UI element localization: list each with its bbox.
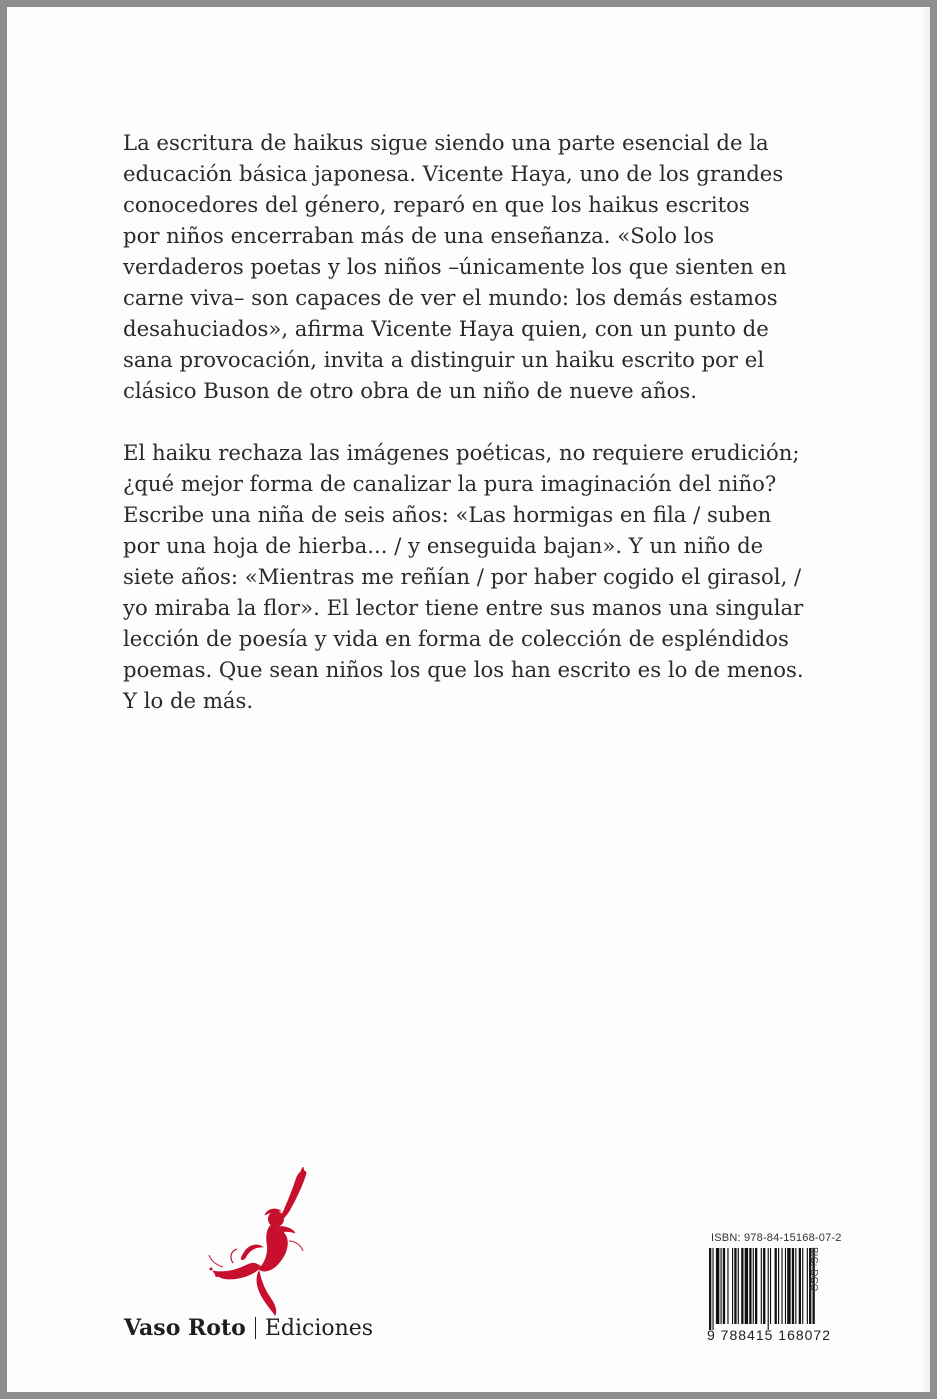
blurb-line: carne viva– son capaces de ver el mundo: los demás estamos [123, 285, 778, 310]
blurb-line: La escritura de haikus sigue siendo una parte esencial de la [123, 130, 769, 155]
barcode-bar [785, 1248, 786, 1324]
barcode-bar [778, 1248, 779, 1324]
barcode-bar [770, 1248, 771, 1324]
blurb-paragraph-2 [123, 437, 843, 716]
barcode-bar [738, 1248, 739, 1324]
blurb-line: poemas. Que sean niños los que los han escrito es lo de menos. [123, 657, 804, 682]
barcode-bar [712, 1248, 713, 1330]
barcode-bar [761, 1248, 762, 1324]
blurb-line: siete años: «Mientras me reñían / por haber cogido el girasol, / [123, 564, 802, 589]
publisher-name-regular: Ediciones [264, 1316, 374, 1341]
blurb-line: desahuciados», afirma Vicente Haya quien, con un punto de [123, 316, 769, 341]
barcode-bar [721, 1248, 722, 1324]
blurb-line: por niños encerraban más de una enseñanza. «Solo los [123, 223, 715, 248]
barcode-bar [755, 1248, 757, 1324]
barcode-bar [723, 1248, 725, 1324]
barcode-bar [799, 1248, 801, 1324]
blurb-line: yo miraba la flor». El lector tiene entre sus manos una singular [123, 595, 804, 620]
barcode-bars [707, 1248, 819, 1330]
publisher-name [124, 1315, 373, 1341]
blurb-line: clásico Buson de otro obra de un niño de nueve años. [123, 378, 698, 403]
blurb-line: educación básica japonesa. Vicente Haya, uno de los grandes [123, 161, 784, 186]
blurb-line: por una hoja de hierba... / y enseguida bajan». Y un niño de [123, 533, 764, 558]
publisher-name-divider [255, 1317, 256, 1339]
barcode-bar [792, 1248, 794, 1324]
blurb-line: verdaderos poetas y los niños –únicamente los que sienten en [123, 254, 787, 279]
barcode-bar [727, 1248, 728, 1324]
barcode-bar [802, 1248, 803, 1324]
barcode-bar [709, 1248, 711, 1330]
red-dancer-figure-icon [205, 1167, 320, 1317]
barcode-bar [775, 1248, 777, 1324]
bic-label: BIC: DCQ [808, 1247, 819, 1292]
blurb-line: sana provocación, invita a distinguir un haiku escrito por el [123, 347, 765, 372]
blurb-line: Escribe una niña de seis años: «Las hormigas en fila / suben [123, 502, 772, 527]
isbn-label: ISBN: 978-84-15168-07-2 [711, 1232, 842, 1244]
isbn-barcode [707, 1232, 847, 1362]
barcode-bar [787, 1248, 790, 1324]
blurb-line: El haiku rechaza las imágenes poéticas, no requiere erudición; [123, 440, 800, 465]
blurb-line: ¿qué mejor forma de canalizar la pura imaginación del niño? [123, 471, 777, 496]
publisher-name-bold: Vaso Roto [124, 1315, 246, 1341]
barcode-bar [716, 1248, 719, 1324]
barcode-bar [781, 1248, 782, 1324]
barcode-bar [741, 1248, 743, 1324]
blurb-line: lección de poesía y vida en forma de colección de espléndidos [123, 626, 789, 651]
barcode-bar [768, 1248, 769, 1330]
blurb-line: conocedores del género, reparó en que los haikus escritos [123, 192, 750, 217]
barcode-digits: 9 788415 168072 [707, 1327, 831, 1343]
blurb-text [123, 127, 843, 716]
barcode-bar [753, 1248, 754, 1324]
barcode-bar [734, 1248, 736, 1324]
barcode-bar [745, 1248, 748, 1324]
barcode-bar [749, 1248, 751, 1324]
barcode-bar [763, 1248, 765, 1324]
blurb-paragraph-1 [123, 127, 843, 406]
barcode-bar [732, 1248, 733, 1324]
barcode-bar [795, 1248, 796, 1324]
blurb-line: Y lo de más. [123, 688, 254, 713]
